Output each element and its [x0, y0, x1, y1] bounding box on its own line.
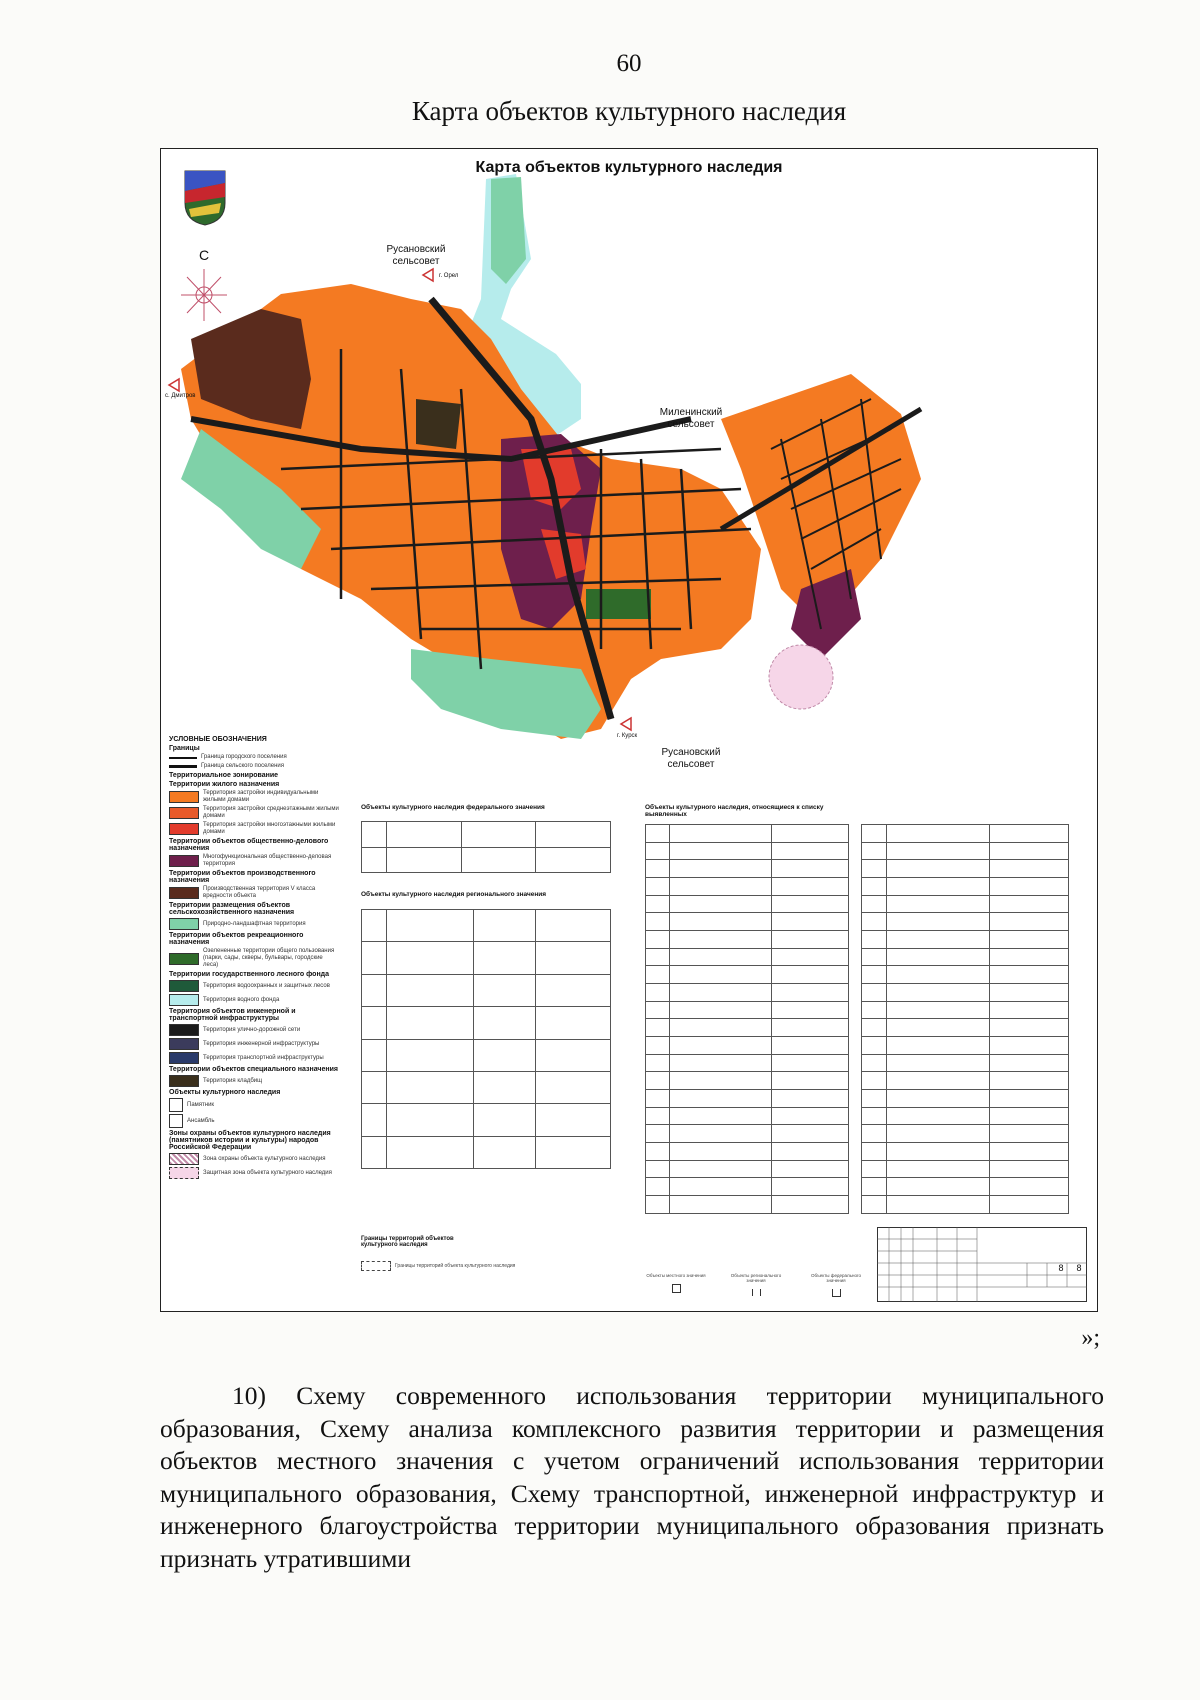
table-regional: [361, 909, 611, 1169]
legend-label: Территория застройки индивидуальными жилыми домами: [203, 790, 319, 803]
legend-item: [169, 854, 339, 868]
legend-swatch: [169, 1153, 199, 1165]
heritage-map: [160, 148, 1098, 1312]
legend-swatch: [169, 765, 197, 768]
legend-item: [169, 918, 339, 930]
label-west-road: с. Дмитров: [165, 393, 196, 399]
legend-swatch: [169, 980, 199, 992]
legend-section-forest: Территории государственного лесного фонда: [169, 971, 330, 978]
legend-item: [169, 790, 339, 804]
label-milenino: Миленинский сельсовет: [659, 407, 723, 430]
legend-label: Граница городского поселения: [201, 754, 287, 760]
legend-label: Памятник: [187, 1101, 215, 1108]
table-regional-title: Объекты культурного наследия регионального значения: [361, 891, 547, 898]
legend-label: Территория улично-дорожной сети: [203, 1026, 301, 1033]
compass-rose: [179, 249, 229, 325]
table-federal: [361, 821, 611, 873]
boundaries-title: Границы территорий объектов культурного наследия: [361, 1236, 454, 1248]
legend-section-zoning: Территориальное зонирование: [169, 772, 279, 779]
symbol-regional-label: Объекты регионального значения: [730, 1273, 782, 1283]
legend-swatch: [169, 1024, 199, 1036]
legend-swatch: [169, 1075, 199, 1087]
federal-symbol-icon: [832, 1289, 841, 1297]
agri-center: [416, 399, 461, 449]
label-kursk: г. Курск: [617, 733, 638, 739]
legend-item: [169, 1098, 339, 1112]
closing-quote: »;: [1081, 1325, 1100, 1351]
legend-swatch: [169, 994, 199, 1006]
legend-item: [169, 994, 339, 1006]
legend-item: [169, 948, 339, 969]
legend-swatch: [169, 823, 199, 835]
boundaries-swatch: [361, 1261, 391, 1271]
compass-icon: [179, 267, 229, 323]
legend-label: Граница сельского поселения: [201, 763, 285, 769]
legend-item: [169, 886, 339, 900]
legend-item: [169, 1167, 339, 1179]
table-federal-title: Объекты культурного наследия федерального значения: [361, 804, 545, 811]
legend-item: [169, 1038, 339, 1050]
label-rusanovsky-north: Русановский сельсовет: [386, 244, 446, 267]
page-heading: Карта объектов культурного наследия: [411, 96, 847, 126]
legend-label: Территория водного фонда: [203, 996, 280, 1003]
legend-item: [169, 806, 339, 820]
stamp-sheets-total: 8: [1076, 1263, 1082, 1273]
legend-swatch: [169, 918, 199, 930]
symbol-local: [641, 1273, 711, 1297]
symbol-federal-label: Объекты федерального значения: [810, 1273, 862, 1283]
legend-section-production: Территории объектов производственного назначения: [169, 870, 316, 884]
regional-symbol-icon: [752, 1289, 761, 1296]
legend-item: [169, 763, 339, 770]
legend-label: Территория застройки многоэтажными жилыми домами: [203, 822, 336, 835]
map-title: Карта объектов культурного наследия: [475, 159, 783, 176]
symbol-local-label: Объекты местного значения: [646, 1273, 706, 1278]
legend-label: Территория транспортной инфраструктуры: [203, 1054, 324, 1061]
arrow-orel: [423, 269, 433, 281]
map-legend: [169, 734, 339, 1181]
legend-swatch: [169, 1038, 199, 1050]
legend-swatch: [169, 807, 199, 819]
page-number: 60: [616, 50, 642, 77]
legend-section-transport: Территория объектов инженерной и транспортной инфраструктуры: [169, 1008, 296, 1022]
legend-item: [169, 1114, 339, 1128]
stamp-sheet-number: 8: [1058, 1263, 1064, 1273]
legend-label: Территория застройки среднеэтажными жилыми домами: [203, 806, 339, 819]
legend-swatch: [169, 757, 197, 759]
legend-section-public: Территории объектов общественно-делового назначения: [169, 838, 329, 852]
legend-item: [169, 1052, 339, 1064]
legend-label: Территория водоохранных и защитных лесов: [203, 982, 330, 989]
ensemble-icon: [169, 1114, 183, 1128]
legend-section-recreation: Территории объектов рекреационного назначения: [169, 932, 304, 946]
body-paragraph: 10) Схему современного использования территории муниципального образования, Схему анализа комплексного развития территории и размещения объектов местного значения с учетом ограничений использования территории муниципального образования, Схему транспортной, инженерной инфраструктур и инженерного благоустройства территории муниципального образования признать признать утратившими: [160, 1381, 1104, 1573]
legend-swatch: [169, 791, 199, 803]
symbol-regional: [721, 1273, 791, 1297]
boundaries-label: Границы территорий объекта культурного наследия: [395, 1263, 516, 1269]
table-identified-left: [645, 824, 849, 1214]
legend-item: [169, 1075, 339, 1087]
legend-section-residential: Территории жилого назначения: [169, 781, 280, 788]
compass-north-letter: С: [198, 247, 210, 263]
legend-swatch: [169, 953, 199, 965]
legend-item: [169, 1024, 339, 1036]
arrow-west: [169, 379, 179, 391]
legend-swatch: [169, 887, 199, 899]
legend-section-agri: Территории размещения объектов сельскохозяйственного назначения: [169, 902, 295, 916]
legend-label: Многофункциональная общественно-деловая территория: [203, 854, 332, 867]
table-identified-right: [861, 824, 1069, 1214]
legend-section-borders: Границы: [169, 745, 200, 752]
table-identified-title: Объекты культурного наследия, относящиеся к списку выявленных: [645, 804, 824, 818]
legend-label: Производственная территория V класса вредности объекта: [203, 886, 316, 899]
label-rusanovsky-south: Русановский сельсовет: [661, 747, 721, 770]
symbols-row: [641, 1273, 871, 1297]
recreation-park: [586, 589, 651, 619]
legend-item: [169, 1153, 339, 1165]
legend-item: [169, 754, 339, 761]
legend-label: Зона охраны объекта культурного наследия: [203, 1155, 326, 1162]
legend-title: УСЛОВНЫЕ ОБОЗНАЧЕНИЯ: [169, 736, 267, 743]
monument-icon: [169, 1098, 183, 1112]
legend-item: [169, 980, 339, 992]
legend-label: Территория кладбищ: [203, 1077, 263, 1084]
symbol-federal: [801, 1273, 871, 1297]
legend-label: Защитная зона объекта культурного наследия: [203, 1169, 332, 1176]
legend-label: Ансамбль: [187, 1117, 215, 1124]
coat-of-arms-icon: [183, 169, 227, 227]
legend-swatch: [169, 855, 199, 867]
legend-section-heritage: Объекты культурного наследия: [169, 1089, 281, 1096]
legend-swatch: [169, 1167, 199, 1179]
legend-label: Территория инженерной инфраструктуры: [203, 1040, 320, 1047]
arrow-kursk: [621, 718, 631, 730]
local-symbol-icon: [672, 1284, 681, 1293]
boundaries-legend-item: [361, 1261, 515, 1271]
label-orel: г. Орел: [439, 273, 459, 279]
legend-section-special: Территории объектов специального назначения: [169, 1066, 338, 1073]
legend-item: [169, 822, 339, 836]
protective-zone-circle: [769, 645, 833, 709]
legend-swatch: [169, 1052, 199, 1064]
legend-label: Озелененные территории общего пользования (парки, сады, скверы, бульвары, городские леса): [203, 948, 335, 968]
legend-section-zones: Зоны охраны объектов культурного наследия (памятников истории и культуры) народов Российской Федерации: [169, 1130, 331, 1151]
legend-label: Природно-ландшафтная территория: [203, 920, 306, 927]
